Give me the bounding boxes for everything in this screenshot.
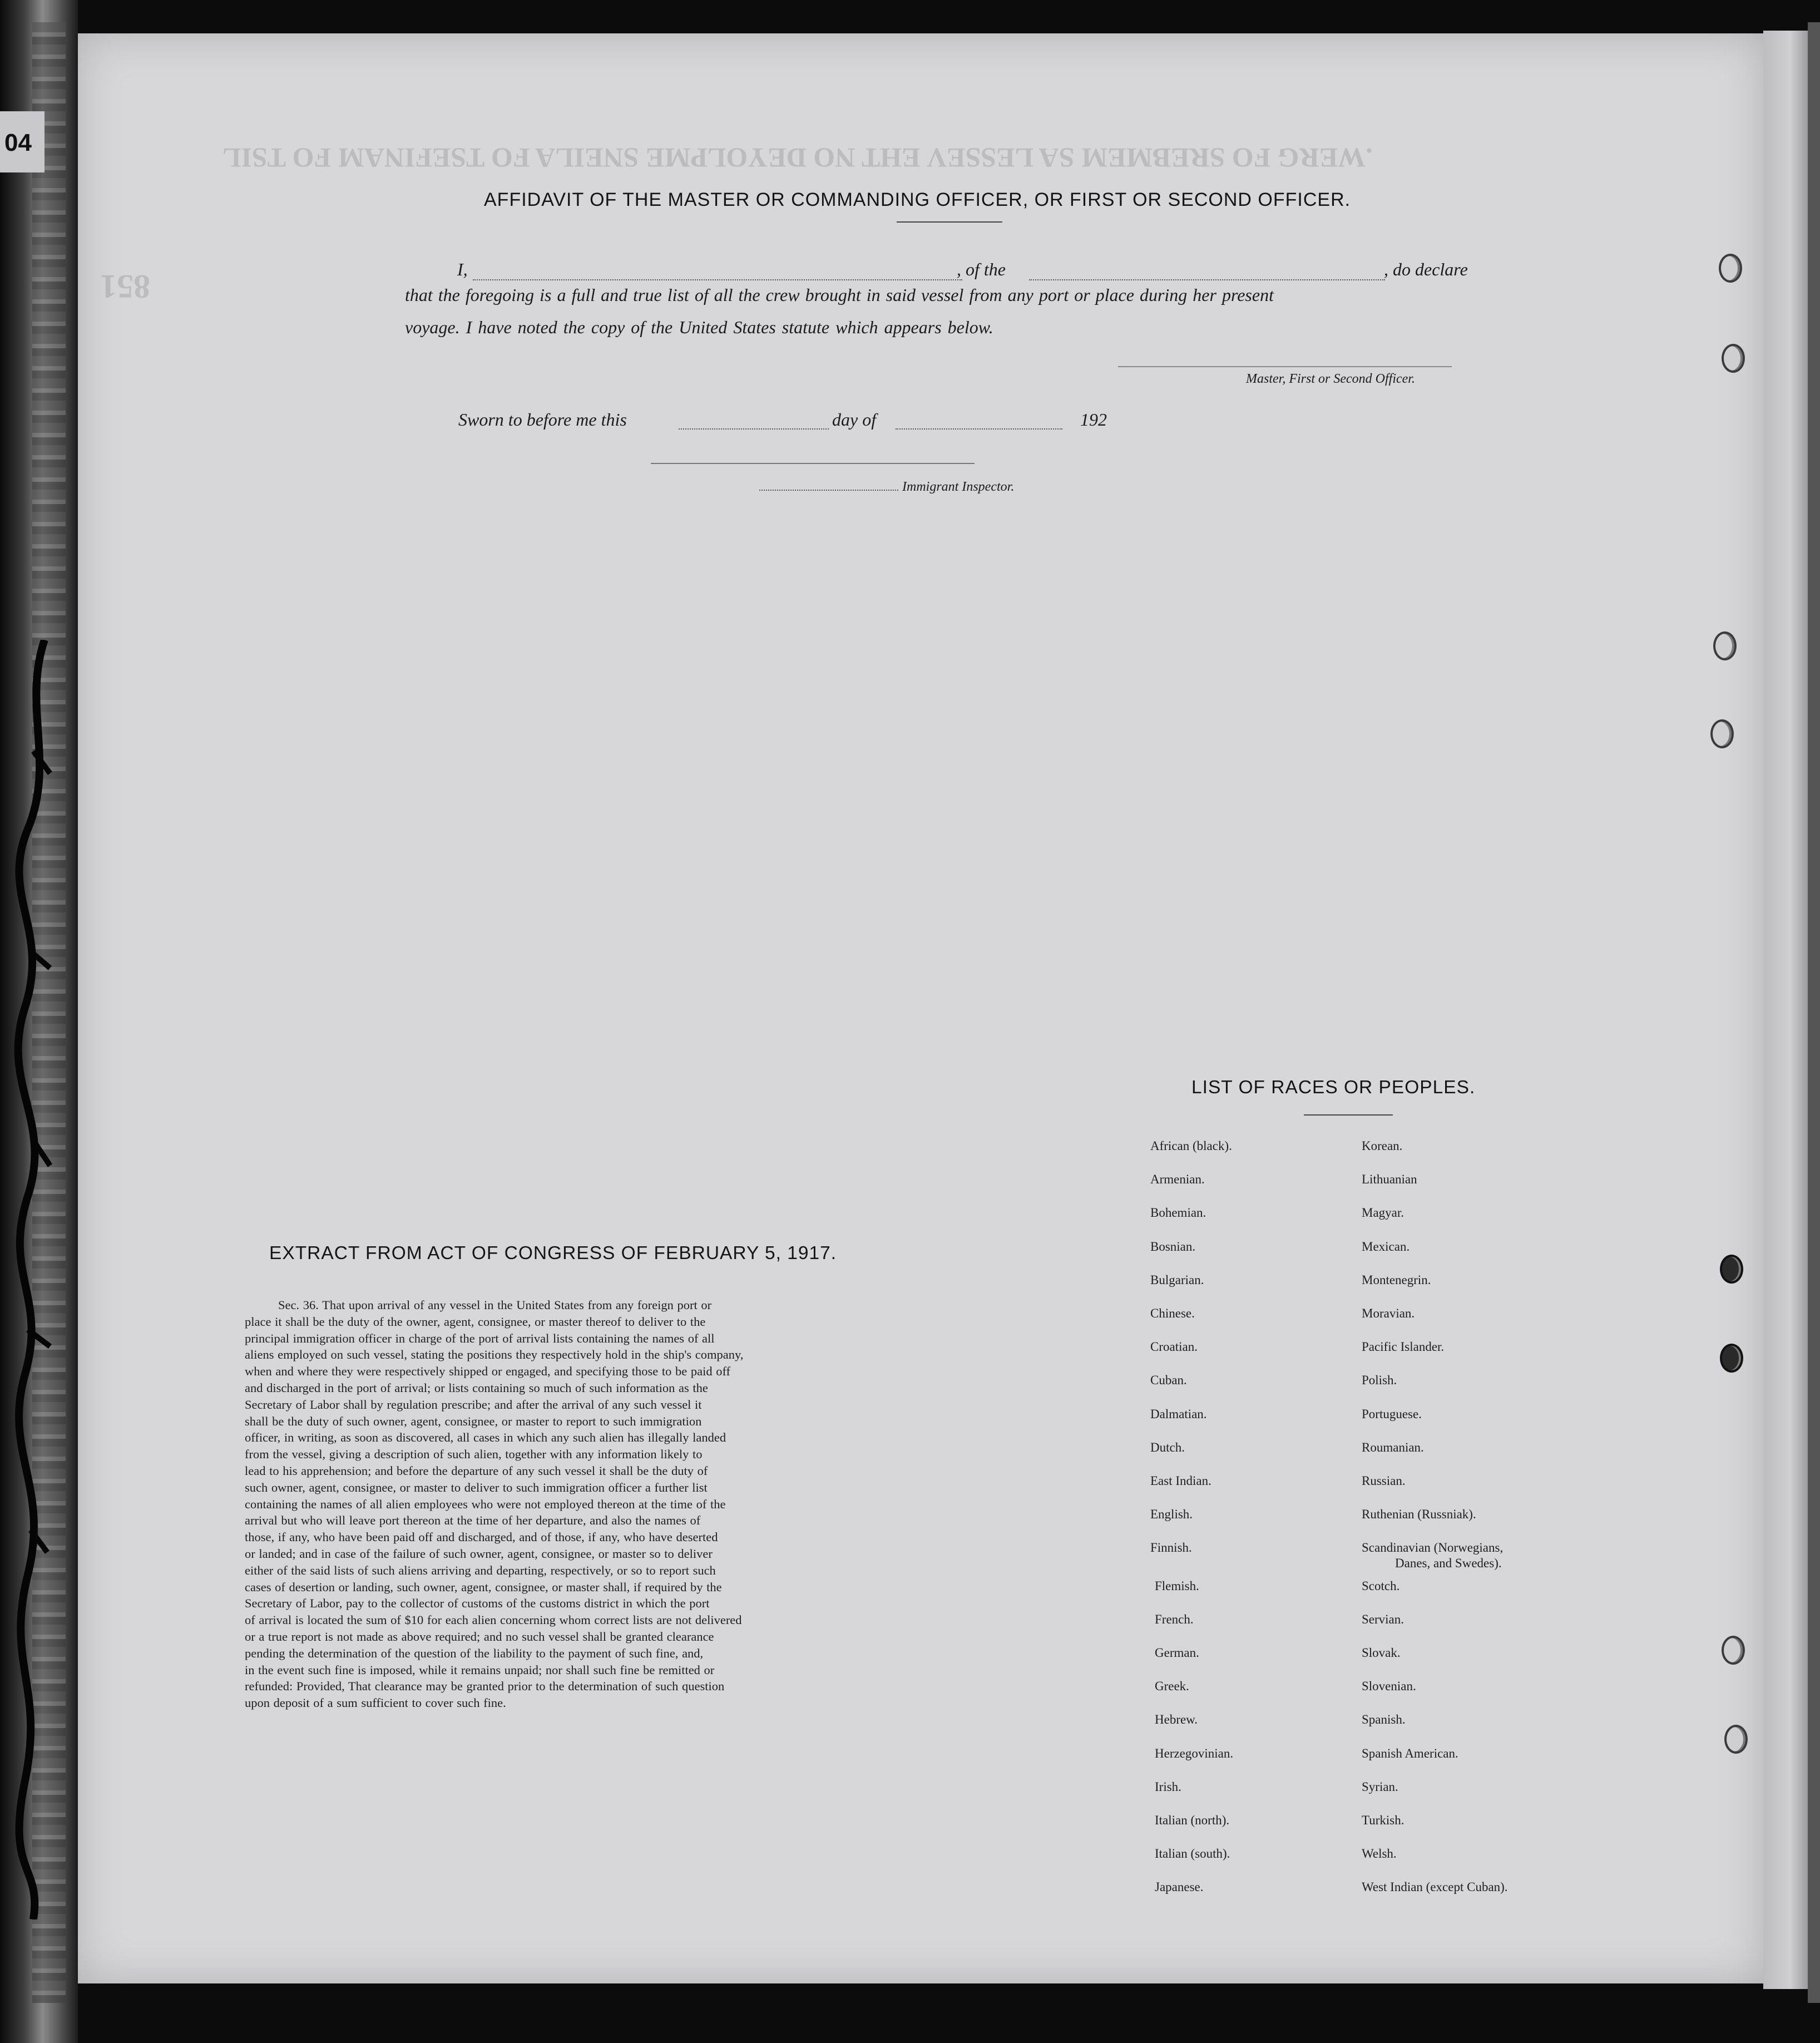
- race-entry: Italian (north).: [1155, 1813, 1230, 1827]
- punch-hole: [1720, 1344, 1743, 1373]
- race-entry: Spanish American.: [1362, 1746, 1458, 1760]
- statute-line: or a true report is not made as above required; and no such vessel shall be granted clearance: [245, 1629, 714, 1644]
- bleed-through: 851: [100, 268, 150, 305]
- race-entry: Greek.: [1155, 1679, 1189, 1694]
- statute-line: Secretary of Labor shall by regulation prescribe; and after the arrival of any such vessel it: [245, 1397, 702, 1412]
- race-entry: Welsh.: [1362, 1847, 1397, 1861]
- punch-hole: [1720, 1255, 1743, 1284]
- affidavit-line-2: that the foregoing is a full and true list of all the crew brought in said vessel from any port or place during her present: [405, 285, 1274, 305]
- race-entry: East Indian.: [1150, 1474, 1211, 1488]
- scan-border: [1808, 22, 1820, 2003]
- statute-line: such owner, agent, consignee, or master to deliver to such immigration officer a further list: [245, 1480, 708, 1494]
- race-entry: Slovak.: [1362, 1646, 1401, 1660]
- signature-line[interactable]: [1118, 366, 1452, 367]
- race-entry: Finnish.: [1150, 1541, 1192, 1555]
- statute-line: when and where they were respectively shipped or engaged, and specifying those to be paid off: [245, 1364, 731, 1379]
- punch-hole: [1722, 1636, 1745, 1665]
- race-entry: Danes, and Swedes).: [1395, 1556, 1502, 1571]
- race-entry: Japanese.: [1155, 1880, 1204, 1894]
- handwritten-scrawl: [11, 640, 61, 1919]
- title-underline: [897, 221, 1002, 223]
- race-entry: Servian.: [1362, 1612, 1404, 1626]
- race-entry: Scandinavian (Norwegians,: [1362, 1541, 1504, 1555]
- race-entry: Bulgarian.: [1150, 1272, 1204, 1287]
- race-entry: Croatian.: [1150, 1340, 1198, 1354]
- statute-line: in the event such fine is imposed, while it remains unpaid; nor shall such fine be remitted or: [245, 1662, 715, 1677]
- statute-line: of arrival is located the sum of $10 for each alien concerning whom correct lists are not delivered: [245, 1613, 742, 1627]
- race-entry: Russian.: [1362, 1474, 1406, 1488]
- race-entry: Polish.: [1362, 1373, 1397, 1388]
- race-entry: Flemish.: [1155, 1578, 1199, 1593]
- race-entry: Cuban.: [1150, 1373, 1187, 1388]
- race-entry: Slovenian.: [1362, 1679, 1416, 1694]
- race-entry: Armenian.: [1150, 1172, 1205, 1187]
- sworn-day-of: day of: [832, 409, 877, 430]
- affidavit-title: AFFIDAVIT OF THE MASTER OR COMMANDING OFFICER, OR FIRST OR SECOND OFFICER.: [484, 189, 1351, 210]
- statute-line: shall be the duty of such owner, agent, consignee, or master to report to such immigration: [245, 1414, 702, 1428]
- statute-line: cases of desertion or landing, such owner, agent, consignee, or master shall, if required by the: [245, 1580, 722, 1594]
- race-entry: Bosnian.: [1150, 1239, 1196, 1254]
- statute-line: refunded: Provided, That clearance may be granted prior to the determination of such question: [245, 1679, 725, 1694]
- race-entry: African (black).: [1150, 1139, 1232, 1153]
- race-entry: Turkish.: [1362, 1813, 1404, 1827]
- punch-hole: [1713, 631, 1737, 660]
- page-number: 04: [4, 129, 32, 156]
- race-entry: German.: [1155, 1646, 1199, 1660]
- master-name-blank[interactable]: [473, 279, 962, 280]
- statute-text: [245, 1297, 898, 1711]
- race-entry: West Indian (except Cuban).: [1362, 1880, 1508, 1894]
- punch-hole: [1722, 344, 1745, 373]
- races-right-column: [1362, 1138, 1640, 1906]
- inspector-signature-line[interactable]: [651, 463, 975, 464]
- sworn-prefix: Sworn to before me this: [458, 409, 627, 430]
- race-entry: Mexican.: [1362, 1239, 1410, 1254]
- race-entry: Montenegrin.: [1362, 1272, 1431, 1287]
- race-entry: Herzegovinian.: [1155, 1746, 1234, 1760]
- race-entry: Syrian.: [1362, 1779, 1398, 1794]
- race-entry: Scotch.: [1362, 1578, 1400, 1593]
- race-entry: Spanish.: [1362, 1713, 1406, 1727]
- statute-line: or landed; and in case of the failure of such owner, agent, consignee, or master so to deliver: [245, 1546, 713, 1561]
- race-entry: English.: [1150, 1507, 1193, 1522]
- sworn-day-blank[interactable]: [679, 428, 829, 430]
- sworn-year: 192: [1080, 409, 1107, 430]
- sworn-month-blank[interactable]: [896, 428, 1062, 430]
- statute-line: principal immigration officer in charge of the port of arrival lists containing the names of all: [245, 1331, 715, 1345]
- statute-line: officer, in writing, as soon as discovered, all cases in which any such alien has illegally landed: [245, 1430, 726, 1445]
- punch-hole: [1710, 719, 1734, 748]
- race-entry: Roumanian.: [1362, 1440, 1424, 1454]
- affidavit-declare: , do declare: [1384, 259, 1468, 279]
- race-entry: Dalmatian.: [1150, 1407, 1207, 1421]
- race-entry: Ruthenian (Russniak).: [1362, 1507, 1476, 1522]
- punch-hole: [1719, 254, 1742, 283]
- statute-line: lead to his apprehension; and before the departure of any such vessel it shall be the duty of: [245, 1463, 708, 1478]
- statute-line: pending the determination of the question of the liability to the payment of such fine, and,: [245, 1646, 704, 1660]
- statute-line: those, if any, who have been paid off and discharged, and of those, if any, who have deserted: [245, 1530, 718, 1544]
- signature-label: Master, First or Second Officer.: [1246, 372, 1415, 386]
- statute-line: upon deposit of a sum sufficient to cover such fine.: [245, 1696, 506, 1710]
- affidavit-of-the: , of the: [957, 259, 1006, 279]
- race-entry: Irish.: [1155, 1779, 1181, 1794]
- race-entry: French.: [1155, 1612, 1194, 1626]
- race-entry: Chinese.: [1150, 1306, 1195, 1320]
- extract-title: EXTRACT FROM ACT OF CONGRESS OF FEBRUARY 5, 1917.: [269, 1243, 837, 1264]
- race-entry: Korean.: [1362, 1139, 1403, 1153]
- races-title: LIST OF RACES OR PEOPLES.: [1191, 1077, 1476, 1098]
- inspector-label: Immigrant Inspector.: [902, 480, 1015, 494]
- statute-line: and discharged in the port of arrival; or lists containing so much of such information as the: [245, 1380, 708, 1395]
- vessel-name-blank[interactable]: [1029, 279, 1385, 280]
- punch-hole: [1724, 1725, 1748, 1754]
- races-title-underline: [1304, 1114, 1393, 1116]
- race-entry: Dutch.: [1150, 1440, 1185, 1454]
- race-entry: Hebrew.: [1155, 1713, 1198, 1727]
- race-entry: Italian (south).: [1155, 1847, 1230, 1861]
- next-page-edge: [1763, 31, 1808, 1989]
- statute-line: aliens employed on such vessel, stating the positions they respectively hold in the ship's company,: [245, 1348, 744, 1362]
- statute-line: either of the said lists of such aliens arriving and departing, respectively, or so to report such: [245, 1563, 716, 1577]
- race-entry: Portuguese.: [1362, 1407, 1422, 1421]
- statute-line: place it shall be the duty of the owner, agent, consignee, or master thereof to deliver to the: [245, 1314, 706, 1329]
- bleed-through: .WERG FO SREBMEM SA LESSEV EHT NO DEYOLPME SNEILA FO TSEFINAM FO TSIL: [222, 142, 1373, 174]
- affidavit-name-prefix: I,: [457, 259, 468, 279]
- statute-line: Sec. 36. That upon arrival of any vessel in the United States from any foreign port or: [278, 1298, 712, 1312]
- statute-line: arrival but who will leave port thereon at the time of her departure, and also the names of: [245, 1513, 701, 1528]
- race-entry: Pacific Islander.: [1362, 1340, 1445, 1354]
- race-entry: Moravian.: [1362, 1306, 1415, 1320]
- race-entry: Magyar.: [1362, 1206, 1404, 1220]
- statute-line: from the vessel, giving a description of such alien, together with any information likely to: [245, 1447, 703, 1462]
- statute-line: containing the names of all alien employees who were not employed thereon at the time of the: [245, 1497, 726, 1511]
- race-entry: Lithuanian: [1362, 1172, 1417, 1187]
- affidavit-line-3: voyage. I have noted the copy of the United States statute which appears below.: [405, 317, 993, 337]
- race-entry: Bohemian.: [1150, 1206, 1206, 1220]
- statute-line: Secretary of Labor, pay to the collector of customs of the customs district in which the port: [245, 1596, 710, 1611]
- inspector-dotted-line: [759, 490, 898, 491]
